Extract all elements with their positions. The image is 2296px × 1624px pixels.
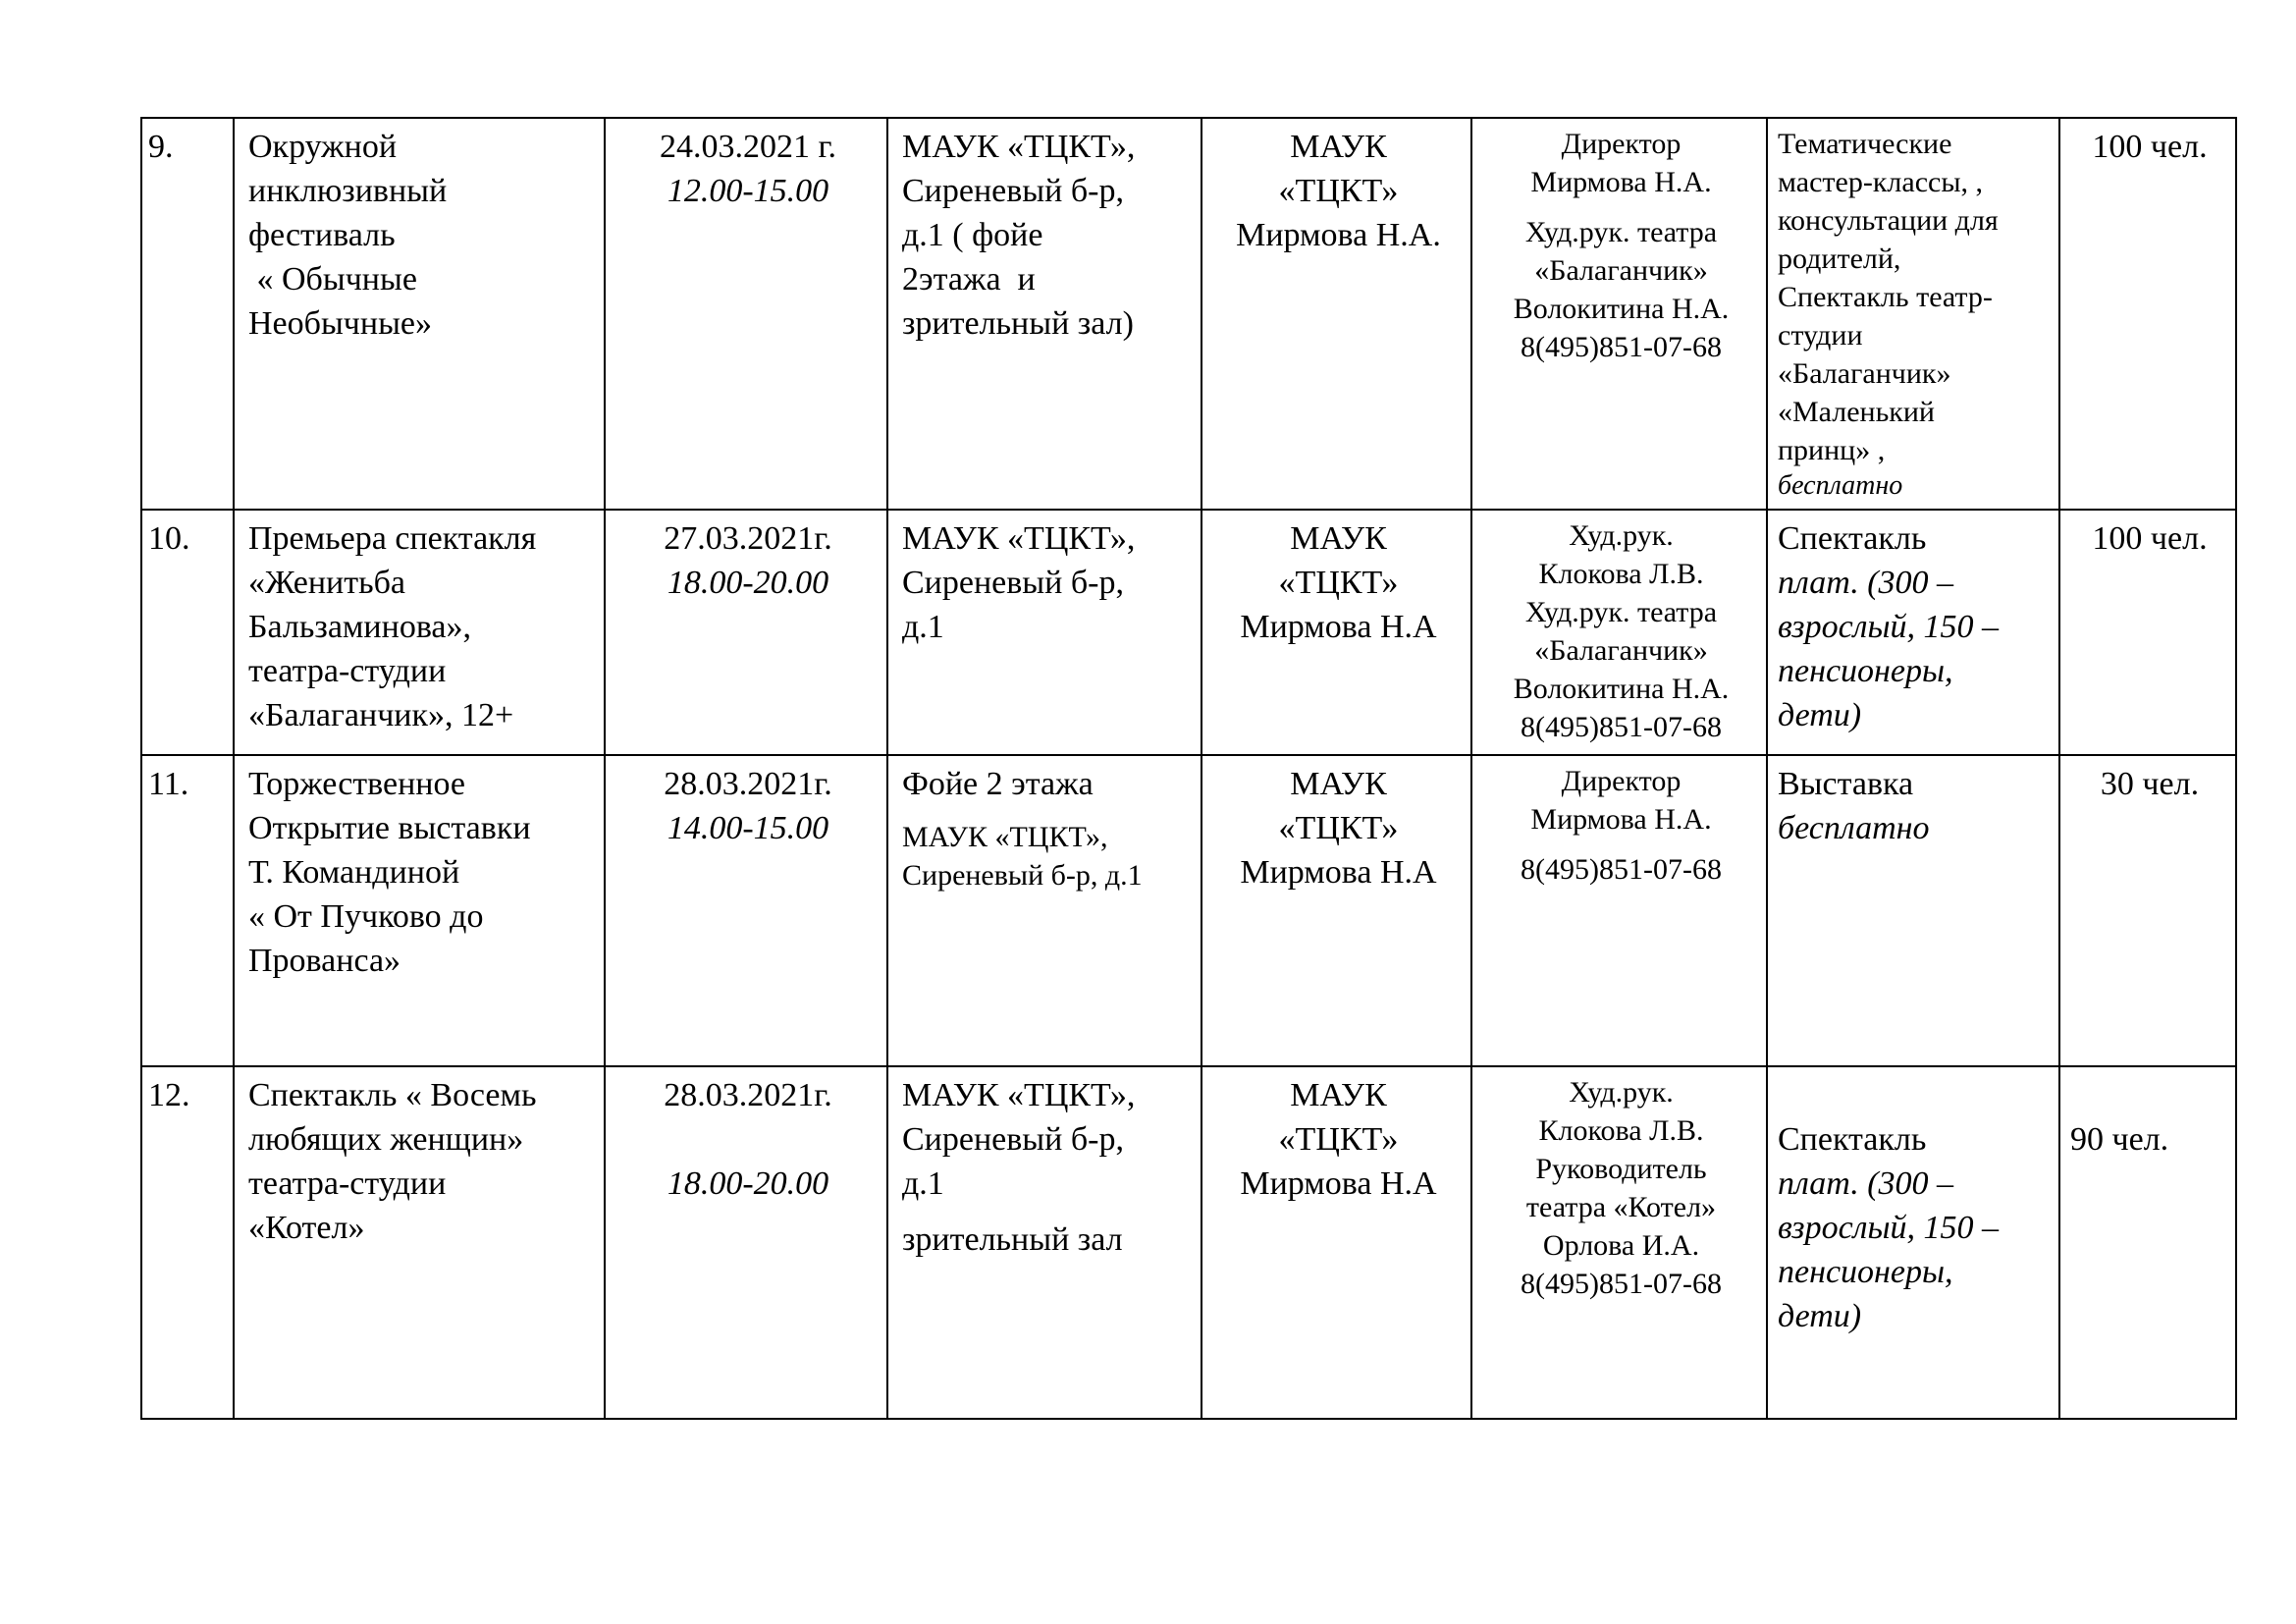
form-price-line: пенсионеры, <box>1778 653 1953 689</box>
form-price-line: плат. (300 – <box>1778 565 1954 601</box>
event-place-line: д.1 <box>902 609 944 645</box>
cell-form <box>1767 1066 2059 1419</box>
event-title-line: Спектакль « Восемь <box>248 1077 537 1113</box>
contact-line: Орлова И.А. <box>1542 1229 1700 1262</box>
contact-line: Худ.рук. <box>1569 1076 1674 1109</box>
contact-line: Директор <box>1561 765 1682 797</box>
people-count: 30 чел. <box>2100 766 2200 802</box>
event-title-line: театра-студии <box>248 653 447 689</box>
event-title-line: Торжественное <box>248 766 465 802</box>
event-title-line: « Обычные <box>248 261 417 298</box>
contact-phone: 8(495)851-07-68 <box>1521 711 1722 743</box>
event-time: 18.00-20.00 <box>667 1165 829 1202</box>
cell-contacts <box>1471 755 1767 1066</box>
event-place-line: д.1 ( фойе <box>902 217 1043 253</box>
cell-form <box>1767 755 2059 1066</box>
event-title-line: Бальзаминова», <box>248 609 472 645</box>
table-row <box>141 755 2236 1066</box>
form-line: Тематические <box>1778 128 1952 160</box>
contact-line: Волокитина Н.А. <box>1513 673 1730 705</box>
event-date: 27.03.2021г. <box>664 520 832 557</box>
form-line: родителй, <box>1778 243 1901 275</box>
organizer-line: «ТЦКТ» <box>1278 810 1399 846</box>
cell-people <box>2059 1066 2236 1419</box>
cell-title <box>234 755 605 1066</box>
event-place-line: МАУК «ТЦКТ», <box>902 520 1136 557</box>
people-count: 100 чел. <box>2092 129 2208 165</box>
cell-organizer <box>1201 510 1471 755</box>
form-price-line: дети) <box>1778 697 1862 733</box>
organizer-line: МАУК <box>1290 129 1387 165</box>
table-row <box>141 1066 2236 1419</box>
table-row <box>141 118 2236 510</box>
cell-organizer <box>1201 1066 1471 1419</box>
form-price-line: взрослый, 150 – <box>1778 1210 2000 1246</box>
event-time: 14.00-15.00 <box>667 810 829 846</box>
cell-place <box>887 118 1201 510</box>
organizer-line: Мирмова Н.А <box>1240 854 1437 891</box>
form-line: «Балаганчик» <box>1778 357 1951 390</box>
organizer-line: «ТЦКТ» <box>1278 173 1399 209</box>
form-line: «Маленький <box>1778 396 1935 428</box>
event-date: 24.03.2021 г. <box>659 129 837 165</box>
cell-place <box>887 510 1201 755</box>
row-number: 11. <box>148 766 189 802</box>
cell-contacts <box>1471 118 1767 510</box>
events-table <box>140 117 2237 1420</box>
contact-line: Волокитина Н.А. <box>1513 293 1730 325</box>
event-title-line: фестиваль <box>248 217 396 253</box>
event-title-line: «Балаганчик», 12+ <box>248 697 514 733</box>
row-number: 10. <box>148 520 190 557</box>
form-line: принц» , <box>1778 434 1886 466</box>
row-number: 12. <box>148 1077 190 1113</box>
cell-date <box>605 755 887 1066</box>
cell-number <box>141 1066 234 1419</box>
organizer-line: МАУК <box>1290 766 1387 802</box>
cell-place <box>887 1066 1201 1419</box>
form-line: студии <box>1778 319 1863 352</box>
event-place-line: зрительный зал) <box>902 305 1134 342</box>
form-price: бесплатно <box>1778 470 1903 501</box>
contact-line: Руководитель <box>1535 1153 1707 1185</box>
event-place-extra: зрительный зал <box>902 1221 1123 1258</box>
event-title-line: любящих женщин» <box>248 1121 524 1158</box>
contact-line: Мирмова Н.А. <box>1530 803 1712 836</box>
organizer-line: «ТЦКТ» <box>1278 1121 1399 1158</box>
contact-phone: 8(495)851-07-68 <box>1521 1268 1722 1300</box>
form-price: бесплатно <box>1778 810 1930 846</box>
event-title-line: « От Пучково до <box>248 898 484 935</box>
event-time: 18.00-20.00 <box>667 565 829 601</box>
event-title-line: Прованса» <box>248 943 401 979</box>
event-date: 28.03.2021г. <box>664 766 832 802</box>
event-title-line: Премьера спектакля <box>248 520 537 557</box>
form-type: Выставка <box>1778 766 1914 802</box>
event-title-line: Необычные» <box>248 305 433 342</box>
form-price-line: плат. (300 – <box>1778 1165 1954 1202</box>
organizer-line: Мирмова Н.А <box>1240 1165 1437 1202</box>
cell-organizer <box>1201 755 1471 1066</box>
contact-line: Худ.рук. театра <box>1524 216 1718 248</box>
event-place-line: д.1 <box>902 1165 944 1202</box>
form-line: мастер-классы, , <box>1778 166 1983 198</box>
event-place-line: Сиреневый б-р, <box>902 1121 1124 1158</box>
cell-date <box>605 510 887 755</box>
contact-line: Худ.рук. театра <box>1524 596 1718 628</box>
event-place-line: Сиреневый б-р, д.1 <box>902 859 1143 892</box>
cell-form <box>1767 118 2059 510</box>
event-title-line: Открытие выставки <box>248 810 531 846</box>
cell-date <box>605 1066 887 1419</box>
event-place-line: МАУК «ТЦКТ», <box>902 821 1108 853</box>
cell-title <box>234 510 605 755</box>
row-number: 9. <box>148 129 174 165</box>
contact-line: «Балаганчик» <box>1534 634 1708 667</box>
contact-line: Директор <box>1561 128 1682 160</box>
event-title-line: театра-студии <box>248 1165 447 1202</box>
cell-organizer <box>1201 118 1471 510</box>
form-price-line: взрослый, 150 – <box>1778 609 2000 645</box>
organizer-line: Мирмова Н.А <box>1240 609 1437 645</box>
event-title-line: Окружной <box>248 129 398 165</box>
form-line: Спектакль театр- <box>1778 281 1993 313</box>
contact-line: театра «Котел» <box>1525 1191 1717 1223</box>
cell-title <box>234 1066 605 1419</box>
cell-title <box>234 118 605 510</box>
contact-line: Мирмова Н.А. <box>1530 166 1712 198</box>
contact-line: Худ.рук. <box>1569 519 1674 552</box>
event-title-line: «Котел» <box>248 1210 365 1246</box>
organizer-line: Мирмова Н.А. <box>1236 217 1441 253</box>
contact-line: Клокова Л.В. <box>1538 1114 1704 1147</box>
form-price-line: дети) <box>1778 1298 1862 1334</box>
cell-contacts <box>1471 510 1767 755</box>
event-title-line: «Женитьба <box>248 565 405 601</box>
event-time: 12.00-15.00 <box>667 173 829 209</box>
cell-number <box>141 118 234 510</box>
organizer-line: МАУК <box>1290 1077 1387 1113</box>
cell-date <box>605 118 887 510</box>
contact-phone: 8(495)851-07-68 <box>1521 853 1722 886</box>
cell-number <box>141 510 234 755</box>
table-row <box>141 510 2236 755</box>
contact-line: Клокова Л.В. <box>1538 558 1704 590</box>
organizer-line: «ТЦКТ» <box>1278 565 1399 601</box>
cell-place <box>887 755 1201 1066</box>
event-place-line: 2этажа и <box>902 261 1036 298</box>
organizer-line: МАУК <box>1290 520 1387 557</box>
event-date: 28.03.2021г. <box>664 1077 832 1113</box>
cell-number <box>141 755 234 1066</box>
cell-contacts <box>1471 1066 1767 1419</box>
event-title-line: Т. Командиной <box>248 854 460 891</box>
event-place-main: Фойе 2 этажа <box>902 766 1094 802</box>
contact-phone: 8(495)851-07-68 <box>1521 331 1722 363</box>
event-place-line: МАУК «ТЦКТ», <box>902 1077 1136 1113</box>
people-count: 100 чел. <box>2092 520 2208 557</box>
event-place-line: Сиреневый б-р, <box>902 565 1124 601</box>
event-title-line: инклюзивный <box>248 173 448 209</box>
form-line: консультации для <box>1778 204 1999 237</box>
contact-line: «Балаганчик» <box>1534 254 1708 287</box>
form-price-line: пенсионеры, <box>1778 1254 1953 1290</box>
form-type: Спектакль <box>1778 520 1927 557</box>
event-place-line: МАУК «ТЦКТ», <box>902 129 1136 165</box>
people-count: 90 чел. <box>2070 1121 2169 1158</box>
event-place-line: Сиреневый б-р, <box>902 173 1124 209</box>
cell-people <box>2059 118 2236 510</box>
cell-people <box>2059 510 2236 755</box>
form-type: Спектакль <box>1778 1121 1927 1158</box>
cell-form <box>1767 510 2059 755</box>
cell-people <box>2059 755 2236 1066</box>
